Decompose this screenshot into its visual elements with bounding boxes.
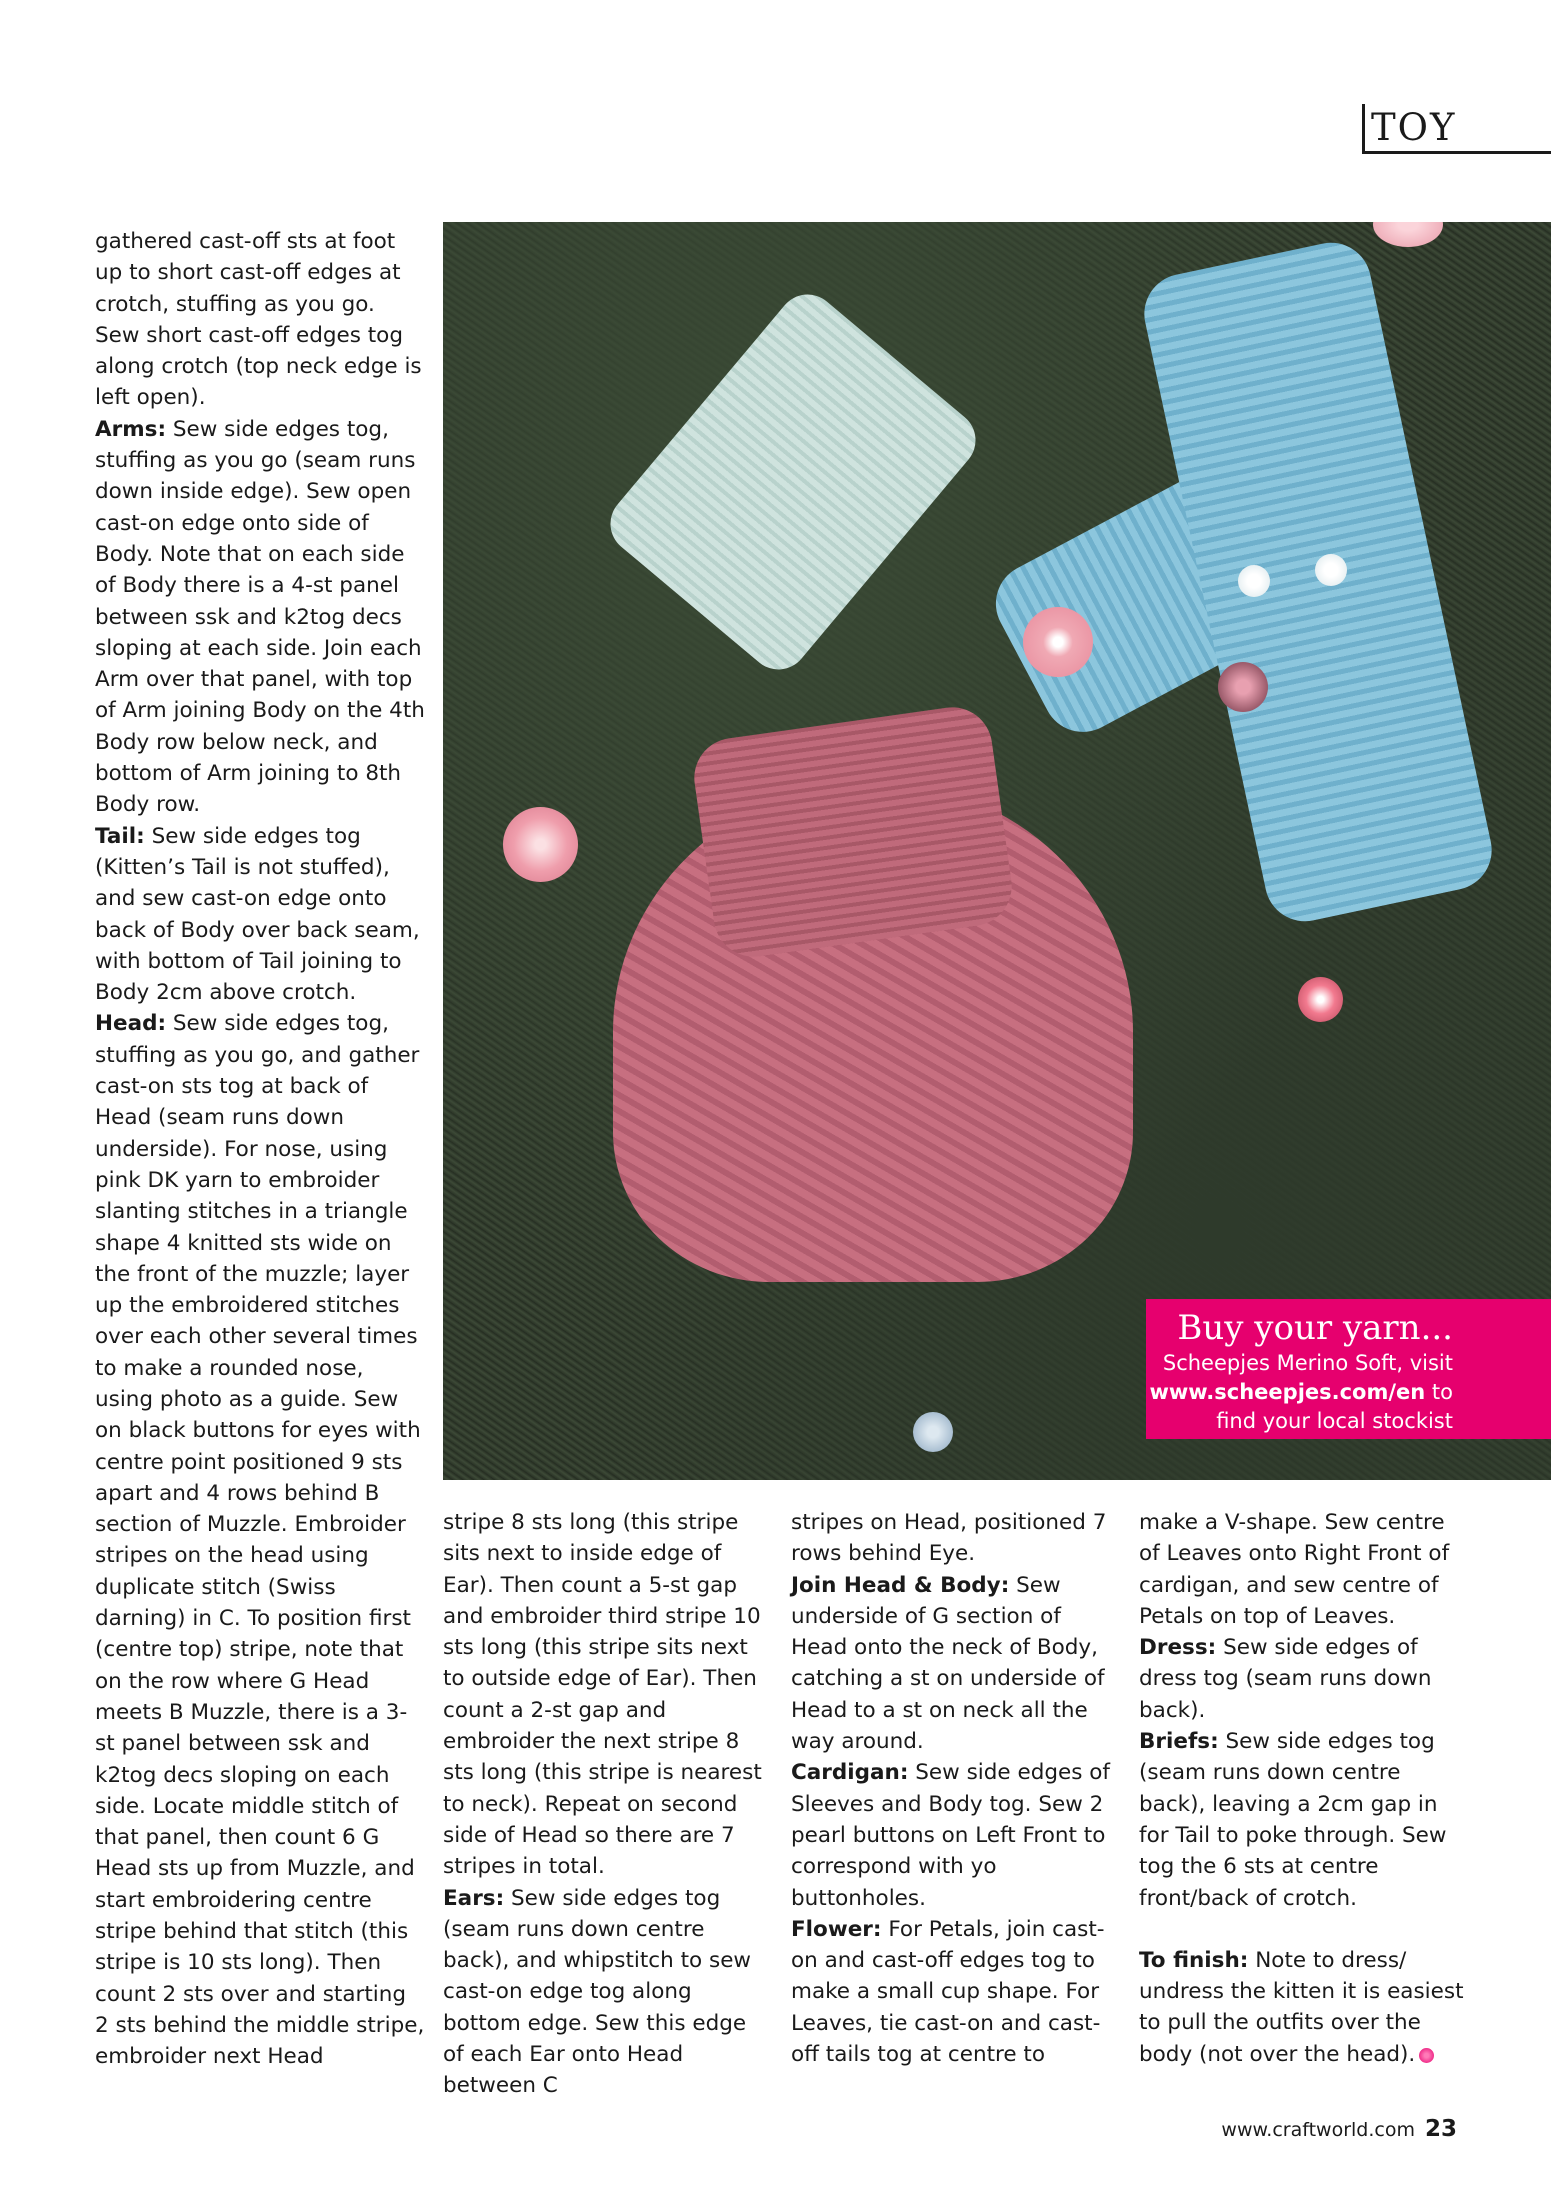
paragraph-text: Sew side edges tog (seam runs down centre back), leaving a 2cm gap in for Tail to poke through. Sew tog the 6 sts at centre front/back of crotch. [1139, 1729, 1447, 1911]
paragraph-heading: Briefs: [1139, 1729, 1219, 1755]
paragraph-heading: Join Head & Body: [791, 1572, 1010, 1598]
text-column-3 [791, 1507, 1121, 2070]
paragraph-text: stripe 8 sts long (this stripe sits next to inside edge of Ear). Then count a 5-st gap and embroider third stripe 10 sts long (this stripe sits next to outside edge of Ear). Then count a 2-st gap and embroider the next stripe 8 sts long (this stripe is nearest to neck). Repeat on second side of Head so there are 7 stripes in total. [443, 1510, 762, 1880]
callout-title: Buy your yarn... [1177, 1308, 1453, 1348]
paragraph [1139, 1632, 1469, 1726]
flower-decoration [503, 807, 578, 882]
paragraph [1139, 1726, 1469, 1914]
buy-yarn-callout [1146, 1299, 1551, 1439]
paragraph [791, 1757, 1121, 1913]
knitted-hat [598, 282, 988, 681]
paragraph [95, 226, 425, 414]
paragraph-heading: Flower: [791, 1916, 882, 1942]
knitted-dress-bodice [689, 702, 1017, 962]
paragraph-heading: Cardigan: [791, 1760, 909, 1786]
text-column-2 [443, 1507, 773, 2102]
callout-url-link[interactable]: www.scheepjes.com/en [1149, 1380, 1426, 1404]
page-number: 23 [1424, 2116, 1457, 2142]
section-tag [1362, 104, 1551, 154]
paragraph [95, 414, 425, 821]
knitted-outfits-photo [443, 222, 1551, 1480]
paragraph-text: Sew side edges of dress tog (seam runs down back). [1139, 1635, 1432, 1723]
paragraph-text: Sew side edges of Sleeves and Body tog. Sew 2 pearl buttons on Left Front to correspond with yo buttonholes. [791, 1760, 1110, 1911]
paragraph [791, 1570, 1121, 1758]
text-column-4 [1139, 1507, 1469, 2070]
paragraph-text: For Petals, join cast-on and cast-off edges tog to make a small cup shape. For Leaves, tie cast-on and cast-off tails tog at centre to [791, 1916, 1105, 2068]
paragraph-heading: Ears: [443, 1885, 505, 1911]
pearl-button [1315, 554, 1347, 586]
paragraph-text: Sew underside of G section of Head onto the neck of Body, catching a st on underside of Head to a st on neck all the way around. [791, 1572, 1105, 1755]
paragraph-gap [1139, 1914, 1469, 1945]
paragraph-heading: Arms: [95, 416, 167, 442]
paragraph [443, 1883, 773, 2102]
paragraph [791, 1507, 1121, 1570]
text-column-1 [95, 226, 425, 2073]
paragraph-text: Sew side edges tog (seam runs down centre back), and whipstitch to sew cast-on edge tog along bottom edge. Sew this edge of each Ear onto Head between C [443, 1885, 752, 2099]
flower-decoration [1373, 222, 1443, 247]
callout-line-3: find your local stockist [1216, 1409, 1453, 1433]
paragraph [95, 821, 425, 1009]
paragraph [443, 1507, 773, 1883]
paragraph-text: Sew side edges tog, stuffing as you go, and gather cast-on sts tog at back of Head (seam runs down underside). For nose, using pink DK yarn to embroider slanting stitches in a triangle shape 4 knitted sts wide on the front of the muzzle; layer up the embroidered stitches over each other several times to make a rounded nose, using photo as a guide. Sew on black buttons for eyes with centre point positioned 9 sts apart and 4 rows behind B section of Muzzle. Embroider stripes on the head using duplicate stitch (Swiss darning) in C. To position first (centre top) stripe, note that on the row where G Head meets B Muzzle, there is a 3-st panel between ssk and k2tog decs sloping on each side. Locate middle stitch of that panel, then count 6 G Head sts up from Muzzle, and start embroidering centre stripe behind that stitch (this stripe is 10 sts long). Then count 2 sts over and starting 2 sts behind the middle stripe, embroider next Head [95, 1011, 425, 2070]
paragraph-heading: Tail: [95, 823, 145, 849]
callout-line-2 [1146, 1378, 1453, 1407]
callout-line-2-tail: to [1425, 1380, 1453, 1404]
flower-decoration [1298, 977, 1343, 1022]
callout-line-1: Scheepjes Merino Soft, visit [1162, 1351, 1453, 1375]
yarn-ball-icon [1419, 2048, 1434, 2063]
paragraph-text: make a V-shape. Sew centre of Leaves onto Right Front of cardigan, and sew centre of Petals on top of Leaves. [1139, 1510, 1450, 1629]
paragraph-text: Sew side edges tog, stuffing as you go (seam runs down inside edge). Sew open cast-on edge onto side of Body. Note that on each side of Body there is a 4-st panel between ssk and k2tog decs sloping at each side. Join each Arm over that panel, with top of Arm joining Body on the 4th Body row below neck, and bottom of Arm joining to 8th Body row. [95, 416, 425, 818]
paragraph [1139, 1507, 1469, 1632]
paragraph-heading: Dress: [1139, 1635, 1217, 1661]
paragraph-text: Sew side edges tog (Kitten’s Tail is not stuffed), and sew cast-on edge onto back of Body over back seam, with bottom of Tail joining to Body 2cm above crotch. [95, 823, 420, 1006]
paragraph-heading: To finish: [1139, 1947, 1249, 1973]
paragraph [1139, 1945, 1469, 2070]
paragraph-text: gathered cast-off sts at foot up to short cast-off edges at crotch, stuffing as you go. Sew short cast-off edges tog along crotch (top neck edge is left open). [95, 229, 422, 411]
paragraph-text: Note to dress/ undress the kitten it is easiest to pull the outfits over the body (not over the head). [1139, 1947, 1464, 2067]
paragraph-text: stripes on Head, positioned 7 rows behind Eye. [791, 1510, 1107, 1567]
paragraph-heading: Head: [95, 1011, 167, 1037]
section-label: TOY [1371, 106, 1457, 149]
footer-url[interactable]: www.craftworld.com [1221, 2119, 1415, 2141]
page-footer [1221, 2116, 1457, 2142]
pearl-button [1238, 565, 1270, 597]
cardigan-flower [1218, 662, 1268, 712]
paragraph [95, 1008, 425, 2072]
flower-decoration [913, 1412, 953, 1452]
flower-decoration [1023, 607, 1093, 677]
paragraph [791, 1914, 1121, 2070]
